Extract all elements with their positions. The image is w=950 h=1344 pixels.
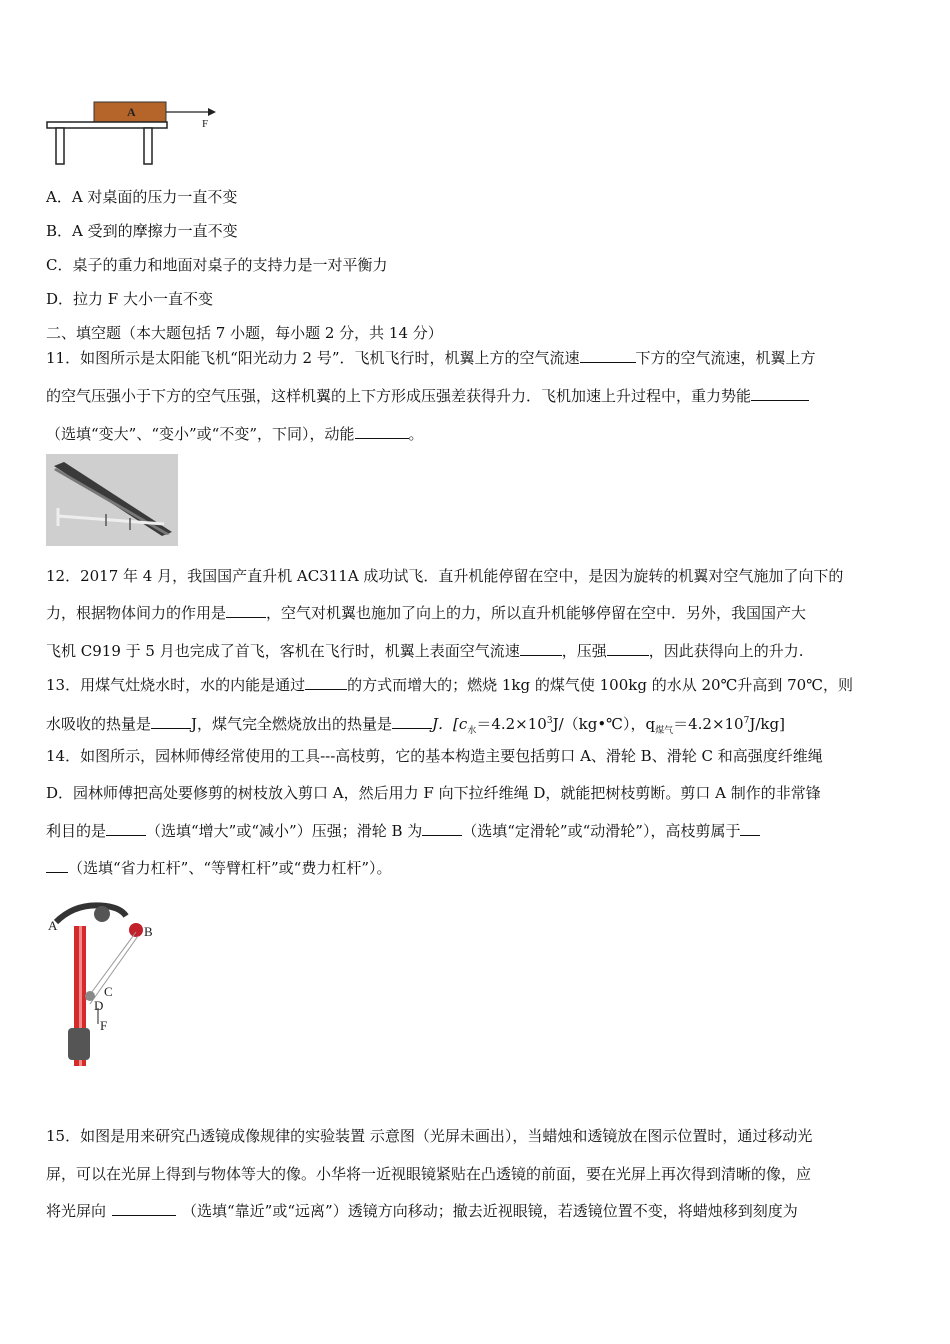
q12-text-3b: ，压强 — [561, 642, 607, 660]
q13-text-2i: ＝4.2×10 — [673, 715, 744, 733]
q12-text-2b: ，空气对机翼也施加了向上的力，所以直升机能够停留在空中．另外，我国国产大 — [266, 604, 807, 622]
q11-text-2: 的空气压强小于下方的空气压强，这样机翼的上下方形成压强差获得升力．飞机加速上升过程中，重力势能 — [46, 387, 752, 405]
q12-text-3a: 飞机 C919 于 5 月也完成了首飞，客机在飞行时，机翼上表面空气流速 — [46, 642, 520, 660]
q11-line3 — [46, 423, 424, 445]
q15-line2: 屏，可以在光屏上得到与物体等大的像。小华将一近视眼镜紧贴在凸透镜的前面，要在光屏上再次得到清晰的像，应 — [46, 1165, 812, 1183]
q14-line2: D．园林师傅把高处要修剪的树枝放入剪口 A，然后用力 F 向下拉纤维绳 D，就能把树枝剪断。剪口 A 制作的非常锋 — [46, 784, 821, 802]
q13-sup-3: 3 — [546, 716, 553, 726]
pruner-head — [94, 906, 110, 922]
rope-2 — [90, 936, 138, 1004]
q13-blank-2[interactable] — [151, 714, 191, 729]
q15-line3 — [46, 1200, 798, 1222]
q11-text-1b: 下方的空气流速，机翼上方 — [635, 349, 816, 367]
pruner-blade — [56, 905, 126, 922]
block-label: A — [127, 105, 136, 119]
q11-text-1a: 11．如图所示是太阳能飞机“阳光动力 2 号”．飞机飞行时，机翼上方的空气流速 — [46, 349, 580, 367]
q13-text-2c: J．[c — [432, 715, 468, 733]
q14-blank-3a[interactable] — [740, 821, 760, 836]
table-leg-left — [56, 128, 64, 164]
force-label: F — [202, 118, 209, 130]
q13-text-2e: ＝4.2×10 — [476, 715, 547, 733]
table-top — [47, 122, 167, 128]
q15-text-3a: 将光屏向 — [46, 1202, 107, 1220]
q11-blank-2[interactable] — [751, 386, 809, 401]
q13-blank-3[interactable] — [392, 714, 432, 729]
solar-plane-photo — [46, 454, 178, 546]
q14-line4 — [46, 857, 392, 879]
q14-line3 — [46, 820, 760, 842]
q13-text-1b: 的方式而增大的；燃烧 1kg 的煤气使 100kg 的水从 20℃升高到 70℃，则 — [347, 676, 853, 694]
table-leg-right — [144, 128, 152, 164]
pruner-label-d: D — [94, 998, 104, 1013]
q14-text-4a: （选填“省力杠杆”、“等臂杠杆”或“费力杠杆”）。 — [68, 859, 392, 877]
q12-blank-3[interactable] — [607, 641, 649, 656]
pruner-handle — [68, 1028, 90, 1060]
q15-blank-1[interactable] — [112, 1201, 176, 1216]
q14-blank-3b[interactable] — [46, 858, 68, 873]
q11-text-3b: 。 — [408, 425, 424, 443]
force-arrowhead — [208, 108, 216, 116]
pruner-label-f: F — [100, 1018, 108, 1033]
table-block-figure — [44, 98, 224, 168]
q13-line1 — [46, 674, 853, 696]
q11-line1 — [46, 347, 816, 369]
q14-line1: 14．如图所示，园林师傅经常使用的工具---高枝剪，它的基本构造主要包括剪口 A、滑轮 B、滑轮 C 和高强度纤维绳 — [46, 747, 823, 765]
q11-blank-1[interactable] — [580, 348, 636, 363]
q15-text-3b: （选填“靠近”或“远离”）透镜方向移动；撤去近视眼镜，若透镜位置不变，将蜡烛移到刻度为 — [182, 1202, 798, 1220]
q13-text-2g: J/（kg•℃），q — [552, 715, 656, 733]
q10-option-b: B．A 受到的摩擦力一直不变 — [46, 222, 238, 240]
q12-blank-1[interactable] — [226, 603, 266, 618]
q13-text-2k: J/kg] — [749, 715, 785, 733]
pruner-label-b: B — [144, 924, 153, 939]
pruner-label-c: C — [104, 984, 113, 999]
q13-blank-1[interactable] — [305, 675, 347, 690]
q10-option-c: C．桌子的重力和地面对桌子的支持力是一对平衡力 — [46, 256, 388, 274]
q12-text-3c: ，因此获得向上的升力. — [648, 642, 804, 660]
pole-pruner-figure — [46, 900, 166, 1078]
q11-line2 — [46, 385, 809, 407]
q10-option-d: D．拉力 F 大小一直不变 — [46, 290, 213, 308]
section-heading: 二、填空题（本大题包括 7 小题，每小题 2 分，共 14 分） — [46, 324, 443, 342]
q12-text-2a: 力，根据物体间力的作用是 — [46, 604, 227, 622]
q14-text-3c: （选填“定滑轮”或“动滑轮”），高枝剪属于 — [462, 822, 741, 840]
q11-blank-3[interactable] — [355, 424, 409, 439]
q10-option-a: A．A 对桌面的压力一直不变 — [46, 188, 238, 206]
q14-blank-1[interactable] — [106, 821, 146, 836]
solar-plane-illustration — [46, 454, 178, 546]
q13-sup-7: 7 — [743, 716, 750, 726]
pulley-b — [129, 923, 143, 937]
q12-line2 — [46, 602, 806, 624]
q12-blank-2[interactable] — [520, 641, 562, 656]
q12-line1: 12．2017 年 4 月，我国国产直升机 AC311A 成功试飞．直升机能停留在空中，是因为旋转的机翼对空气施加了向下的 — [46, 567, 844, 585]
q14-text-3b: （选填“增大”或“减小”）压强；滑轮 B 为 — [146, 822, 423, 840]
q13-line2 — [46, 710, 785, 742]
q13-text-2b: J，煤气完全燃烧放出的热量是 — [191, 715, 393, 733]
q15-line1: 15．如图是用来研究凸透镜成像规律的实验装置 示意图（光屏未画出），当蜡烛和透镜放在图示位置时，通过移动光 — [46, 1127, 813, 1145]
q13-sub-water: 水 — [467, 726, 477, 736]
q14-blank-2[interactable] — [422, 821, 462, 836]
q11-text-3a: （选填“变大”、“变小”或“不变”，下同），动能 — [46, 425, 355, 443]
q12-line3 — [46, 640, 804, 662]
q13-text-2a: 水吸收的热量是 — [46, 715, 152, 733]
pruner-label-a: A — [48, 918, 58, 933]
q13-sub-gas: 煤气 — [655, 726, 674, 736]
q14-text-3a: 利目的是 — [46, 822, 107, 840]
q13-text-1a: 13．用煤气灶烧水时，水的内能是通过 — [46, 676, 306, 694]
